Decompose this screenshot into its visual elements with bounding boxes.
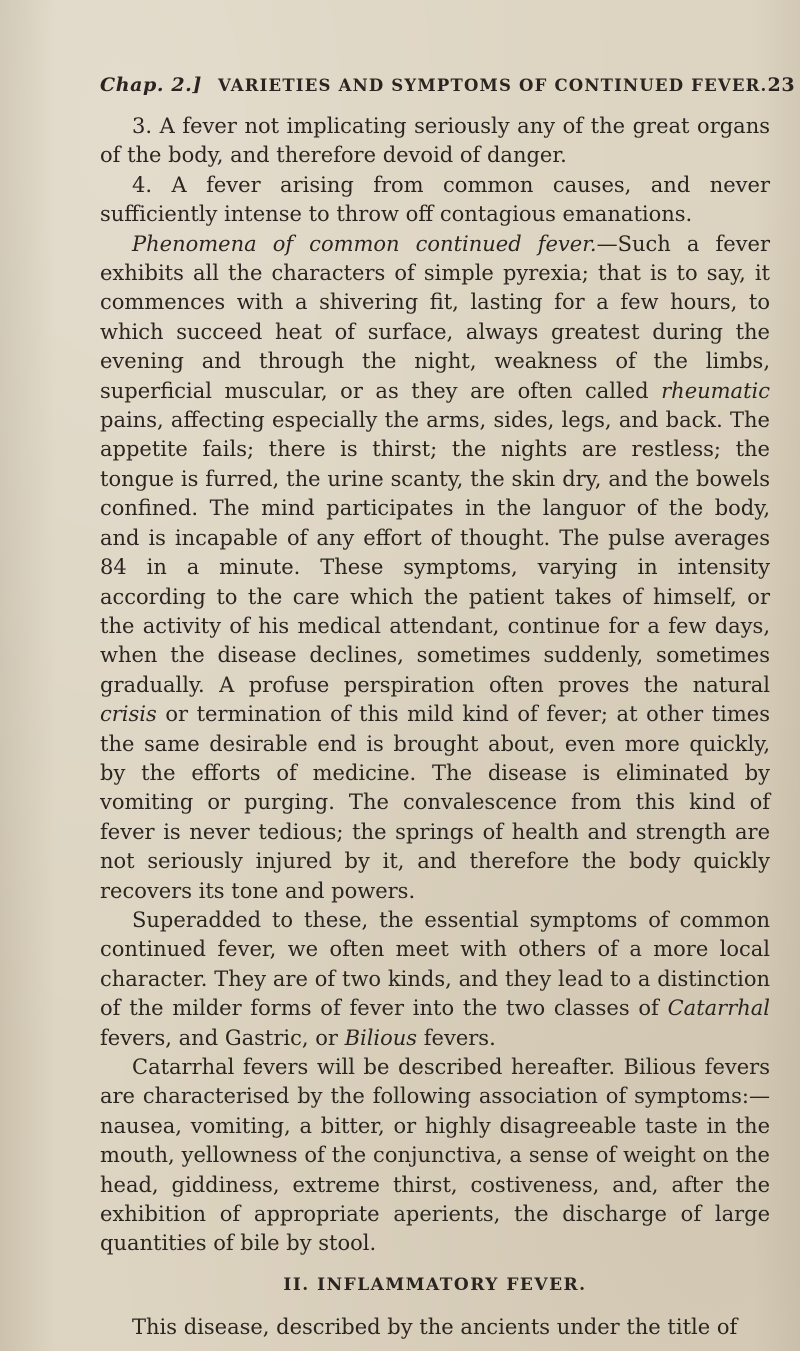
bilious-term: Bilious xyxy=(344,1025,418,1050)
paragraph-item-3: 3. A fever not implicating seriously any of the great organs of the body, and therefore devoid of danger. xyxy=(100,114,770,168)
superadded-text-a: Superadded to these, the essential symptoms of common continued fever, we often meet with others of a more local character. They are of two kinds, and they lead to a distinction of the milder forms of fever into the two classes of xyxy=(100,907,770,1021)
rheumatic-term: rheumatic xyxy=(661,378,770,403)
superadded-text-b: fevers, and Gastric, or xyxy=(100,1025,345,1050)
paragraph-phenomena xyxy=(100,230,770,906)
page-number: 23 xyxy=(767,74,796,96)
crisis-term: crisis xyxy=(100,702,157,727)
paragraph-superadded xyxy=(100,906,770,1053)
running-header xyxy=(100,74,796,104)
running-title: VARIETIES AND SYMPTOMS OF CONTINUED FEVER. xyxy=(218,76,768,95)
catarrhal-term: Catarrhal xyxy=(667,996,770,1021)
phenomena-lead: Phenomena of common continued fever. xyxy=(132,231,597,256)
phenomena-text-c: or termination of this mild kind of fever; at other times the same desirable end is brought about, even more quickly, by the efforts of medicine. The disease is eliminated by vomiting or purging. The convalescence from this kind of fever is never tedious; the springs of health and strength are not seriously injured by it, and therefore the body quickly recovers its tone and powers. xyxy=(100,702,770,903)
paragraph-item-4: 4. A fever arising from common causes, and never sufficiently intense to throw off contagious emanations. xyxy=(100,172,770,227)
paragraph-inflammatory: This disease, described by the ancients under the title of xyxy=(132,1314,738,1339)
chapter-label: Chap. 2.] xyxy=(100,74,202,96)
superadded-text-c: fevers. xyxy=(417,1025,496,1050)
phenomena-text-a: —Such a fever exhibits all the characters of simple pyrexia; that is to say, it commences with a shivering fit, lasting for a few hours, to which succeed heat of surface, always greatest during the evening and through the night, weakness of the limbs, superficial muscular, or as they are often called xyxy=(100,231,770,403)
paragraph-catarrhal: Catarrhal fevers will be described hereafter. Bilious fevers are characterised by the following association of symptoms:—nausea, vomiting, a bitter, or highly disagreeable taste in the mouth, yellowness of the conjunctiva, a sense of weight on the head, giddiness, extreme thirst, costiveness, and, after the exhibition of appropriate aperients, the discharge of large quantities of bile by stool. xyxy=(100,1055,770,1256)
body-text xyxy=(100,112,770,1342)
section-heading: II. INFLAMMATORY FEVER. xyxy=(283,1274,587,1295)
phenomena-text-b: pains, affecting especially the arms, sides, legs, and back. The appetite fails; there is thirst; the nights are restless; the tongue is furred, the urine scanty, the skin dry, and the bowels confined. The mind participates in the languor of the body, and is incapable of any effort of thought. The pulse averages 84 in a minute. These symptoms, varying in intensity according to the care which the patient takes of himself, or the activity of his medical attendant, continue for a few days, when the disease declines, sometimes suddenly, sometimes gradually. A profuse perspiration often proves the natural xyxy=(100,408,770,697)
